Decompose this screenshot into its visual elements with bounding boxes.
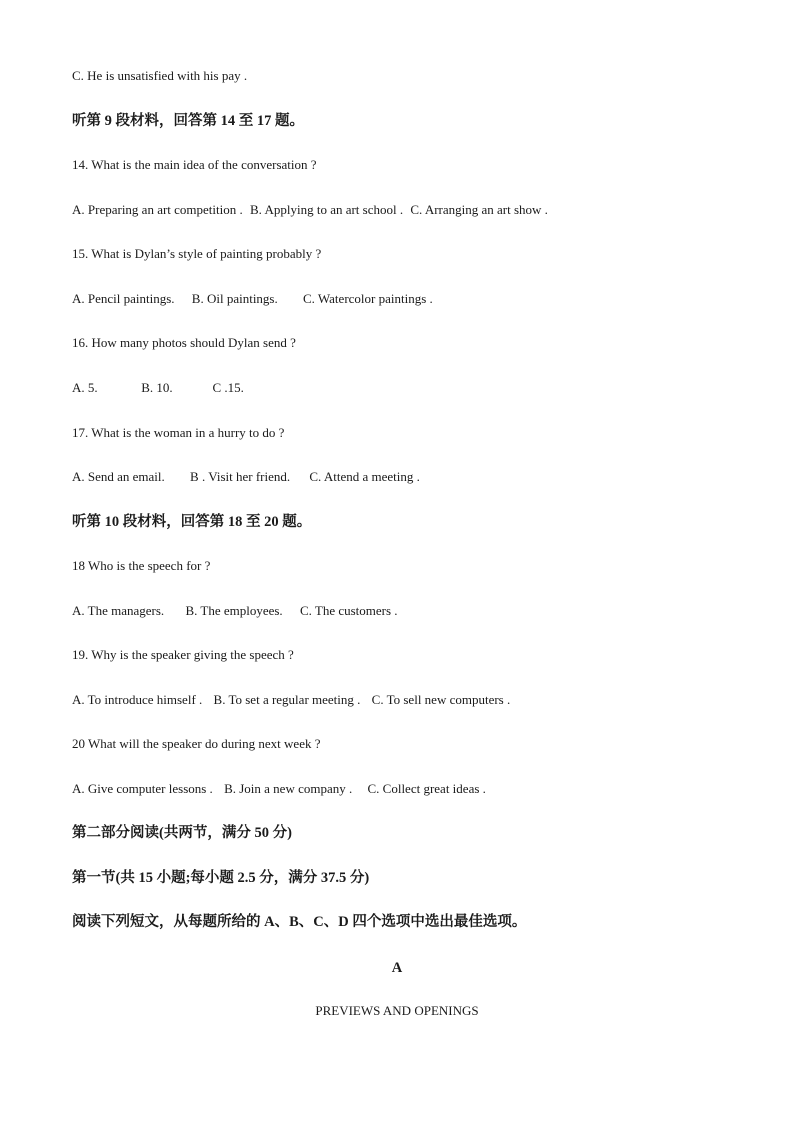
q14-options xyxy=(72,202,548,218)
q16-option-b: B. 10. xyxy=(141,380,173,395)
reading-instructions: 阅读下列短文，从每题所给的 A、B、C、D 四个选项中选出最佳选项。 xyxy=(72,914,527,930)
q17-option-c: C. Attend a meeting . xyxy=(309,469,420,484)
q17-option-b: B . Visit her friend. xyxy=(190,469,291,484)
q19-option-b: B. To set a regular meeting . xyxy=(213,692,361,707)
q18-options xyxy=(72,603,398,619)
q17-question: 17. What is the woman in a hurry to do ? xyxy=(72,425,285,440)
q15-options xyxy=(72,291,433,307)
q18-option-b: B. The employees. xyxy=(185,603,283,618)
q20-option-c: C. Collect great ideas . xyxy=(367,781,486,796)
q17-options xyxy=(72,469,420,485)
q14-question: 14. What is the main idea of the conversation ? xyxy=(72,157,317,172)
q16-option-a: A. 5. xyxy=(72,380,98,395)
q15-option-c: C. Watercolor paintings . xyxy=(303,291,433,306)
q19-option-c: C. To sell new computers . xyxy=(371,692,511,707)
passage-letter: A xyxy=(391,960,403,976)
q19-question: 19. Why is the speaker giving the speech ? xyxy=(72,647,294,662)
q19-options xyxy=(72,692,510,708)
q18-option-c: C. The customers . xyxy=(299,603,398,618)
section-10-heading: 听第 10 段材料，回答第 18 至 20 题。 xyxy=(72,514,312,530)
q14-option-c: C. Arranging an art show . xyxy=(410,202,548,217)
q20-option-a: A. Give computer lessons . xyxy=(72,781,213,796)
q19-option-a: A. To introduce himself . xyxy=(72,692,203,707)
q16-options xyxy=(72,380,244,396)
q17-option-a: A. Send an email. xyxy=(72,469,165,484)
q13-option-c: C. He is unsatisfied with his pay . xyxy=(72,68,248,83)
q20-question: 20 What will the speaker do during next week ? xyxy=(72,736,321,751)
q14-option-a: A. Preparing an art competition . xyxy=(72,202,243,217)
q20-option-b: B. Join a new company . xyxy=(224,781,353,796)
part-2-heading: 第二部分阅读(共两节，满分 50 分) xyxy=(72,825,292,841)
q15-option-a: A. Pencil paintings. xyxy=(72,291,175,306)
q20-options xyxy=(72,781,486,797)
section-9-heading: 听第 9 段材料，回答第 14 至 17 题。 xyxy=(72,113,304,129)
q15-question: 15. What is Dylan’s style of painting probably ? xyxy=(72,246,322,261)
q14-option-b: B. Applying to an art school . xyxy=(250,202,404,217)
q18-question: 18 Who is the speech for ? xyxy=(72,558,211,573)
q16-option-c: C .15. xyxy=(212,380,244,395)
q16-question: 16. How many photos should Dylan send ? xyxy=(72,335,296,350)
q15-option-b: B. Oil paintings. xyxy=(191,291,278,306)
passage-title: PREVIEWS AND OPENINGS xyxy=(315,1003,479,1018)
q18-option-a: A. The managers. xyxy=(72,603,165,618)
section-1-heading: 第一节(共 15 小题;每小题 2.5 分，满分 37.5 分) xyxy=(72,870,370,886)
